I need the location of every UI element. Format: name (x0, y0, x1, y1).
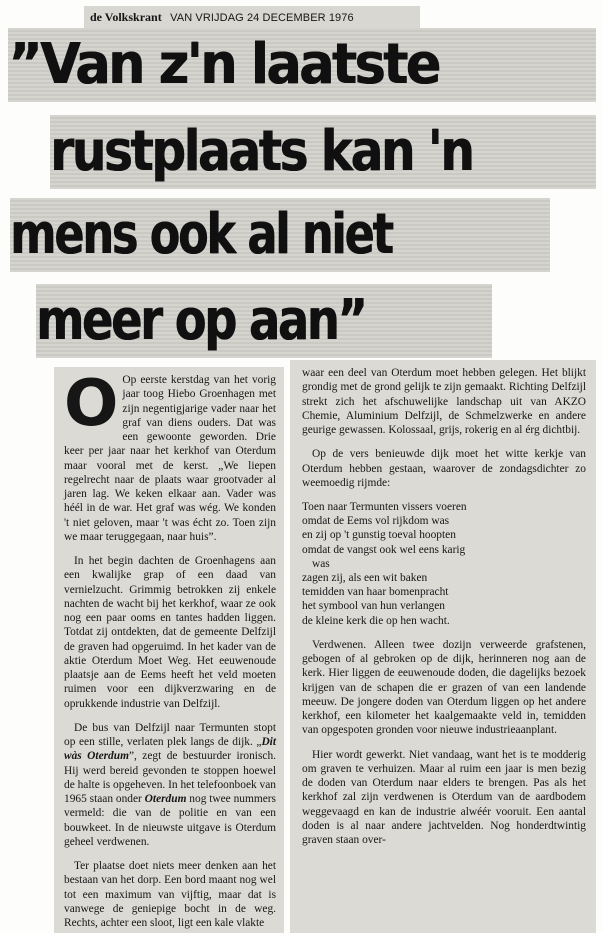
poem-line: Toen naar Termunten vissers voeren (302, 501, 467, 513)
headline-line-4: meer op aan” (36, 284, 492, 358)
article-paragraph: O Op eerste kerstdag van het vorig jaar toog Hiebo Groenhagen met zijn negentigjarige vader naar het graf van diens ouders. Dat was een gewoonte geworden. Drie keer per jaar naar het kerkhof van Oterdum maar vooral met de kerst. „We liepen regelrecht naar de plaats waar grootvader al jaren lag. We keken elkaar aan. Vader was héél in de war. Het graf was wég. We konden 't niet geloven, maar 't was écht zo. Toen zijn we maar teruggegaan, naar huis”. (64, 367, 276, 543)
article-paragraph: In het begin dachten de Groenhagens aan een kwalijke grap of een daad van vernielzucht. Grimmig betrokken zij enkele nachten de wacht bij het kerkhof, waar ze ook nog een paar ooms en tantes hadden liggen. Totdat zij ontdekten, dat de gemeente Delfzijl de graven had opgeruimd. In het kader van de aktie Oterdum Moet Weg. Het eeuwenoude plaatsje aan de Eems heeft het veld moeten ruimen voor een dijkverzwaring en de oprukkende industrie van Delfzijl. (64, 555, 276, 710)
newspaper-logo: de Volkskrant (90, 10, 162, 24)
article-paragraph: waar een deel van Oterdum moet hebben gelegen. Het blijkt grondig met de grond gelijk te zijn gemaakt. Richting Delfzijl strekt zich het afschuwelijke landschap uit van AKZO Chemie, Aluminium Delfzijl, de Schmelzwerke en andere geurige gewassen. Kolossaal, grijs, rokerig en al érg dichtbij. (302, 367, 586, 436)
headline-line-1: ”Van z'n laatste (8, 28, 596, 102)
poem-line: temidden van haar bomenpracht (302, 586, 449, 599)
poem-line: het symbool van hun verlangen (302, 600, 445, 613)
publication-date: VAN VRIJDAG 24 DECEMBER 1976 (170, 12, 354, 24)
article-column-left (54, 367, 284, 933)
headline-line-2: rustplaats kan 'n (50, 115, 596, 189)
poem-line: de kleine kerk die op hen wacht. (302, 614, 450, 627)
article-paragraph: Op de vers benieuwde dijk moet het witte kerkje van Oterdum hebben gestaan, waarover de zondagsdichter zo weemoedig rijmde: (302, 448, 586, 489)
article-column-right (290, 360, 596, 933)
headline-line-3: mens ook al niet (10, 198, 550, 272)
poem-line: omdat de vangst ook wel eens karig (302, 543, 466, 556)
article-paragraph: Ter plaatse doet niets meer denken aan het bestaan van het dorp. Een bord maant nog wel tot een maximum van vijftig, maar dat is vanwege de geniepige bocht in de weg. Rechts, achter een sloot, ligt een kale vlakte (64, 860, 276, 929)
poem-line: was (312, 557, 330, 570)
poem-line: zagen zij, als een wit baken (302, 572, 428, 585)
poem (302, 500, 586, 628)
article-paragraph: Verdwenen. Alleen twee dozijn verweerde grafstenen, gebogen of al gebroken op de dijk, herinneren nog aan de kerk. Hier liggen de eeuwenoude doden, die dagelijks bezoek krijgen van de schapen die er grazen of van een landende meeuw. De jongere doden van Oterdum liggen op het andere kerkhof, een kilometer het kaalgemaakte veld in, temidden van opgespoten gronden voor nieuwe industrieaanplant. (302, 638, 586, 737)
masthead (84, 6, 420, 28)
poem-line: omdat de Eems vol rijkdom was (302, 515, 450, 528)
article-paragraph: De bus van Delfzijl naar Termunten stopt op een stille, verlaten plek langs de dijk. „Dit wàs Oterdum”, zegt de bestuurder ironisch. Hij werd bereid gevonden te stoppen hoewel de halte is opgeheven. In het telefoonboek van 1965 staan onder Oterdum nog twee nummers vermeld: die van de politie en van een bouwkeet. In de nieuwste uitgave is Oterdum geheel verdwenen. (64, 721, 277, 848)
drop-cap: O (64, 367, 119, 441)
article-paragraph: Hier wordt gewerkt. Niet vandaag, want het is te modderig om graven te verhuizen. Maar al ruim een jaar is men bezig de doden van Oterdum naar elders te brengen. Pas als het kerkhof zal zijn verdwenen is Oterdum van de aardbodem weggevaagd en kan de industrie alwéér vooruit. Een aantal doden is al naar andere jachtvelden. Nog honderdtwintig graven staan over- (302, 748, 586, 847)
poem-line: en zij op 't gunstig toeval hoopten (302, 529, 456, 542)
